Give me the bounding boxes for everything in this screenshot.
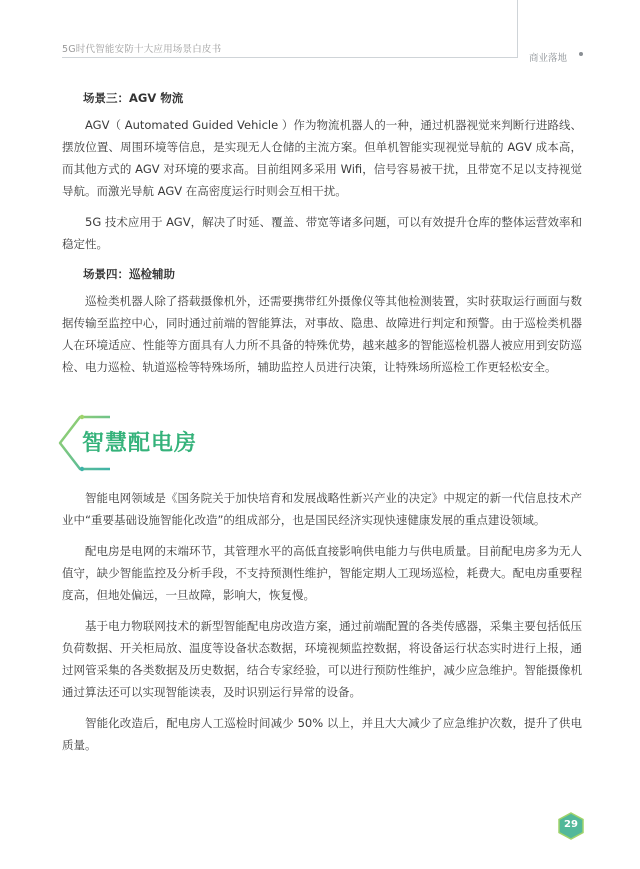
section-paragraph-2: 配电房是电网的末端环节，其管理水平的高低直接影响供电能力与供电质量。目前配电房多为无人值守，缺少智能监控及分析手段，不支持预测性维护，智能定期人工现场巡检，耗费大。配电房重要程度高，但地处偏远，一旦故障，影响大，恢复慢。 <box>62 544 582 602</box>
section-paragraph-3: 基于电力物联网技术的新型智能配电房改造方案，通过前端配置的各类传感器，采集主要包括低压负荷数据、开关柜局放、温度等设备状态数据，环境视频监控数据，将设备运行状态实时进行上报，通过网管采集的各类数据及历史数据，结合专家经验，可以进行预防性维护，减少应急维护。智能摄像机通过算法还可以实现智能读表，及时识别运行异常的设备。 <box>62 619 582 699</box>
scenario3-heading: 场景三：AGV 物流 <box>83 91 184 105</box>
section-paragraph-1: 智能电网领域是《国务院关于加快培育和发展战略性新兴产业的决定》中规定的新一代信息技术产业中“重要基础设施智能化改造”的组成部分，也是国民经济实现快速健康发展的重点建设领域。 <box>62 491 582 527</box>
section-title-block <box>52 414 252 472</box>
section-content <box>62 487 582 765</box>
scenario3-paragraph-2: 5G 技术应用于 AGV，解决了时延、覆盖、带宽等诸多问题，可以有效提升仓库的整体运营效率和稳定性。 <box>62 215 582 251</box>
scenario4-paragraph-1: 巡检类机器人除了搭载摄像机外，还需要携带红外摄像仪等其他检测装置，实时获取运行画面与数据传输至监控中心，同时通过前端的智能算法，对事故、隐患、故障进行判定和预警。由于巡检类机器人在环境适应、性能等方面具有人力所不具备的特殊优势，越来越多的智能巡检机器人被应用到安防巡检、电力巡检、轨道巡检等特殊场所，辅助监控人员进行决策，让特殊场所巡检工作更轻松安全。 <box>62 294 582 374</box>
header-title: 5G时代智能安防十大应用场景白皮书 <box>62 44 222 55</box>
page-number-badge <box>558 812 584 840</box>
scenario3-paragraph-1: AGV（ Automated Guided Vehicle ）作为物流机器人的一种，通过机器视觉来判断行进路线、摆放位置、周围环境等信息，是实现无人仓储的主流方案。但单机智能实现视觉导航的 AGV 成本高，而其他方式的 AGV 对环境的要求高。目前组网多采用 Wifi，信号容易被干扰，且带宽不足以支持视觉导航。而激光导航 AGV 在高密度运行时则会互相干扰。 <box>62 118 582 198</box>
section-title: 智慧配电房 <box>82 431 198 456</box>
header-section-tab <box>517 46 640 66</box>
scenario4-heading: 场景四：巡检辅助 <box>83 267 175 281</box>
header-section-label: 商业落地 <box>529 53 568 64</box>
header-dot-icon <box>579 52 583 56</box>
header-rule <box>62 57 517 58</box>
scenario-content <box>62 88 582 387</box>
page-number: 29 <box>564 819 578 830</box>
section-paragraph-4: 智能化改造后，配电房人工巡检时间减少 50% 以上，并且大大减少了应急维护次数，提升了供电质量。 <box>62 716 582 752</box>
